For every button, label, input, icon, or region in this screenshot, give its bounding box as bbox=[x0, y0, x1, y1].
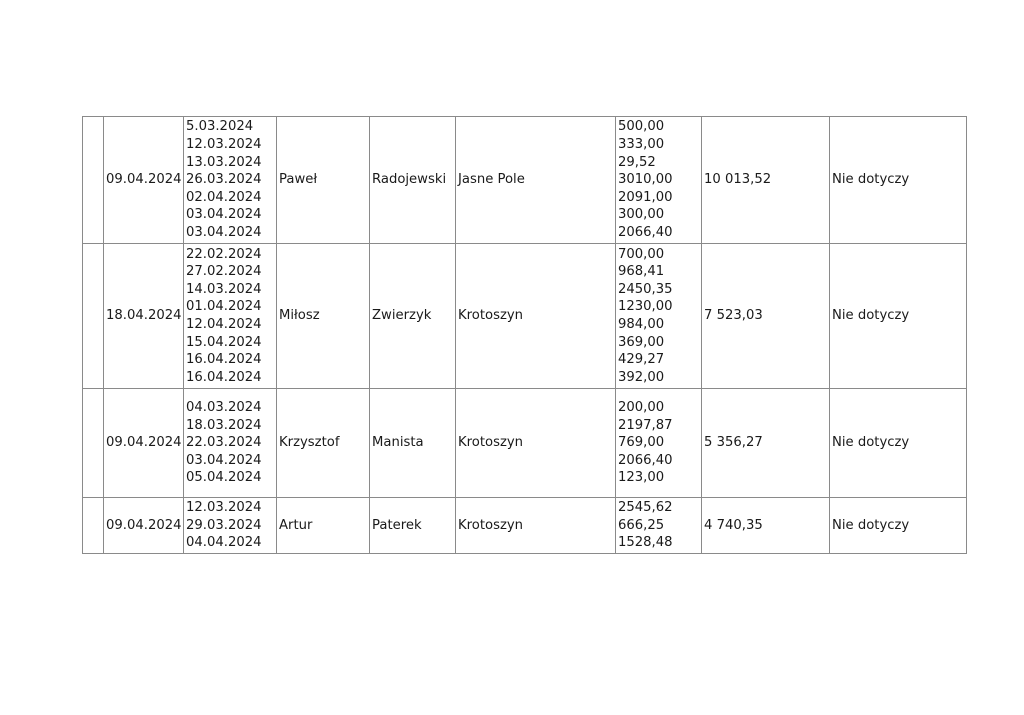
total-cell: 10 013,52 bbox=[702, 117, 830, 244]
invoice-date-line: 22.03.2024 bbox=[186, 435, 262, 451]
amount-line: 392,00 bbox=[618, 369, 665, 385]
invoice-dates-list bbox=[186, 499, 276, 552]
records-body bbox=[83, 117, 967, 554]
amounts-list bbox=[618, 118, 701, 241]
row-index-cell bbox=[83, 117, 104, 244]
amount-line: 123,00 bbox=[618, 470, 665, 486]
amount-line: 2066,40 bbox=[618, 452, 673, 468]
last-name-cell: Paterek bbox=[370, 498, 456, 554]
total-cell: 4 740,35 bbox=[702, 498, 830, 554]
first-name-cell: Paweł bbox=[277, 117, 370, 244]
row-index-cell bbox=[83, 244, 104, 389]
first-name-cell: Artur bbox=[277, 498, 370, 554]
amount-line: 2091,00 bbox=[618, 189, 673, 205]
submitted-date-cell: 18.04.2024 bbox=[104, 244, 184, 389]
table-row bbox=[83, 498, 967, 554]
amount-line: 3010,00 bbox=[618, 172, 673, 188]
first-name-cell: Miłosz bbox=[277, 244, 370, 389]
total-cell: 5 356,27 bbox=[702, 389, 830, 498]
last-name-cell: Zwierzyk bbox=[370, 244, 456, 389]
invoice-date-line: 03.04.2024 bbox=[186, 452, 262, 468]
amount-line: 2066,40 bbox=[618, 224, 673, 240]
amounts-cell bbox=[616, 498, 702, 554]
invoice-date-line: 04.03.2024 bbox=[186, 400, 262, 416]
first-name-cell: Krzysztof bbox=[277, 389, 370, 498]
amount-line: 666,25 bbox=[618, 517, 665, 533]
locality-cell: Krotoszyn bbox=[456, 498, 616, 554]
amount-line: 2545,62 bbox=[618, 500, 673, 516]
last-name-cell: Radojewski bbox=[370, 117, 456, 244]
invoice-date-line: 01.04.2024 bbox=[186, 299, 262, 315]
amount-line: 29,52 bbox=[618, 154, 656, 170]
invoice-dates-cell bbox=[184, 498, 277, 554]
invoice-dates-list bbox=[186, 118, 276, 241]
amount-line: 200,00 bbox=[618, 400, 665, 416]
invoice-date-line: 22.02.2024 bbox=[186, 246, 262, 262]
invoice-dates-list bbox=[186, 246, 276, 387]
note-cell: Nie dotyczy bbox=[830, 498, 967, 554]
table-row bbox=[83, 117, 967, 244]
invoice-date-line: 26.03.2024 bbox=[186, 172, 262, 188]
note-cell: Nie dotyczy bbox=[830, 244, 967, 389]
amount-line: 1528,48 bbox=[618, 535, 673, 551]
invoice-date-line: 18.03.2024 bbox=[186, 417, 262, 433]
invoice-date-line: 05.04.2024 bbox=[186, 470, 262, 486]
invoice-date-line: 03.04.2024 bbox=[186, 224, 262, 240]
amounts-cell bbox=[616, 117, 702, 244]
invoice-date-line: 5.03.2024 bbox=[186, 119, 254, 135]
invoice-date-line: 03.04.2024 bbox=[186, 207, 262, 223]
note-cell: Nie dotyczy bbox=[830, 389, 967, 498]
amount-line: 333,00 bbox=[618, 137, 665, 153]
amounts-list bbox=[618, 246, 701, 387]
invoice-dates-cell bbox=[184, 244, 277, 389]
amount-line: 984,00 bbox=[618, 317, 665, 332]
amount-line: 769,00 bbox=[618, 435, 665, 451]
invoice-date-line: 13.03.2024 bbox=[186, 154, 262, 170]
amount-line: 429,27 bbox=[618, 352, 665, 368]
invoice-dates-cell bbox=[184, 117, 277, 244]
row-index-cell bbox=[83, 389, 104, 498]
invoice-dates-cell bbox=[184, 389, 277, 498]
amount-line: 2197,87 bbox=[618, 417, 673, 433]
row-index-cell bbox=[83, 498, 104, 554]
total-cell: 7 523,03 bbox=[702, 244, 830, 389]
last-name-cell: Manista bbox=[370, 389, 456, 498]
amounts-cell bbox=[616, 244, 702, 389]
table-row bbox=[83, 389, 967, 498]
records-table bbox=[82, 116, 967, 554]
amounts-cell bbox=[616, 389, 702, 498]
invoice-dates-list bbox=[186, 399, 276, 487]
invoice-date-line: 16.04.2024 bbox=[186, 352, 262, 368]
invoice-date-line: 29.03.2024 bbox=[186, 517, 262, 533]
invoice-date-line: 12.03.2024 bbox=[186, 500, 262, 516]
invoice-date-line: 27.02.2024 bbox=[186, 264, 262, 280]
table-row bbox=[83, 244, 967, 389]
locality-cell: Krotoszyn bbox=[456, 244, 616, 389]
locality-cell: Jasne Pole bbox=[456, 117, 616, 244]
amount-line: 300,00 bbox=[618, 207, 665, 223]
note-cell: Nie dotyczy bbox=[830, 117, 967, 244]
locality-cell: Krotoszyn bbox=[456, 389, 616, 498]
submitted-date-cell: 09.04.2024 bbox=[104, 117, 184, 244]
submitted-date-cell: 09.04.2024 bbox=[104, 389, 184, 498]
invoice-date-line: 14.03.2024 bbox=[186, 281, 262, 297]
invoice-date-line: 12.03.2024 bbox=[186, 137, 262, 153]
amount-line: 2450,35 bbox=[618, 281, 673, 297]
amount-line: 968,41 bbox=[618, 264, 665, 280]
submitted-date-cell: 09.04.2024 bbox=[104, 498, 184, 554]
amount-line: 700,00 bbox=[618, 246, 665, 262]
invoice-date-line: 12.04.2024 bbox=[186, 317, 262, 332]
invoice-date-line: 15.04.2024 bbox=[186, 334, 262, 350]
amount-line: 369,00 bbox=[618, 334, 665, 350]
invoice-date-line: 04.04.2024 bbox=[186, 535, 262, 551]
amount-line: 500,00 bbox=[618, 119, 665, 135]
invoice-date-line: 02.04.2024 bbox=[186, 189, 262, 205]
amounts-list bbox=[618, 499, 701, 552]
invoice-date-line: 16.04.2024 bbox=[186, 369, 262, 385]
amounts-list bbox=[618, 399, 701, 487]
amount-line: 1230,00 bbox=[618, 299, 673, 315]
